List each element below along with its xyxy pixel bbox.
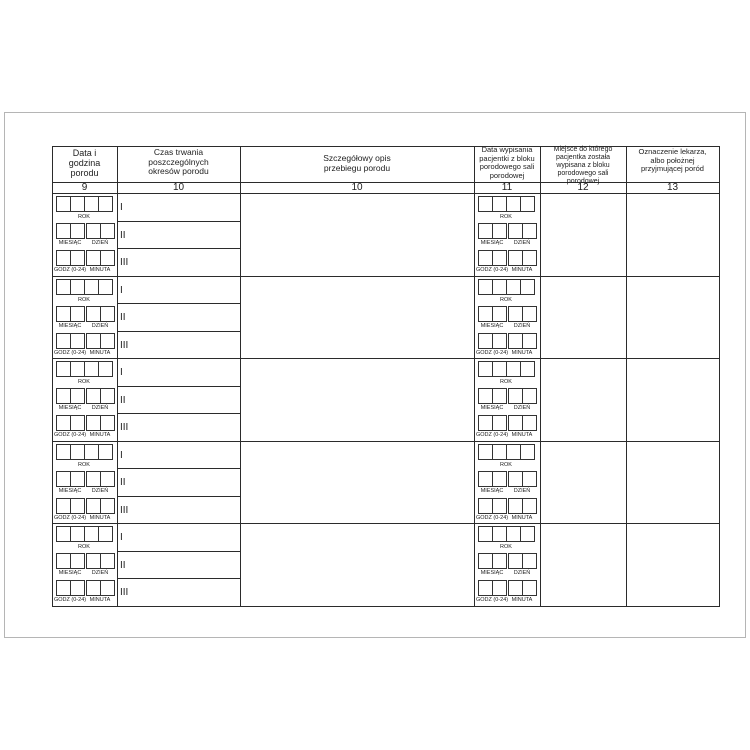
period-duration-cell[interactable] — [131, 469, 238, 495]
period-label-i: I — [120, 532, 123, 543]
year-label: ROK — [78, 462, 90, 468]
hour-digit-box[interactable] — [492, 333, 507, 349]
header-c11 — [474, 146, 540, 182]
year-label: ROK — [500, 544, 512, 550]
minute-label: MINUTA — [511, 267, 533, 273]
year-digit-box[interactable] — [492, 444, 507, 460]
header-number-c10a: 10 — [172, 182, 185, 193]
year-digit-box[interactable] — [478, 526, 493, 542]
attendant-signature-cell[interactable] — [627, 359, 718, 440]
period-duration-cell[interactable] — [131, 524, 238, 550]
description-cell[interactable] — [241, 359, 473, 440]
hour-label: GODZ (0-24) — [476, 597, 509, 603]
month-digit-box[interactable] — [492, 306, 507, 322]
minute-digit-box[interactable] — [86, 333, 101, 349]
period-label-ii: II — [120, 395, 126, 406]
day-digit-box[interactable] — [508, 223, 523, 239]
year-label: ROK — [78, 297, 90, 303]
header-c12 — [540, 146, 626, 185]
description-cell[interactable] — [241, 442, 473, 523]
day-label: DZIEŃ — [91, 323, 109, 329]
year-label: ROK — [500, 379, 512, 385]
hour-digit-box[interactable] — [56, 333, 71, 349]
discharge-place-cell[interactable] — [541, 194, 625, 275]
month-label: MIESIĄC — [58, 240, 82, 246]
period-duration-cell[interactable] — [131, 579, 238, 605]
year-digit-box[interactable] — [506, 279, 521, 295]
column-line-0 — [52, 146, 53, 606]
day-label: DZIEŃ — [513, 405, 531, 411]
period-label-i: I — [120, 285, 123, 296]
year-digit-box[interactable] — [478, 444, 493, 460]
hour-digit-box[interactable] — [478, 580, 493, 596]
hour-label: GODZ (0-24) — [54, 267, 87, 273]
period-duration-cell[interactable] — [131, 414, 238, 440]
header-number-c9: 9 — [81, 182, 88, 193]
day-digit-box[interactable] — [86, 223, 101, 239]
minute-label: MINUTA — [89, 350, 111, 356]
day-digit-box[interactable] — [508, 471, 523, 487]
day-label: DZIEŃ — [91, 488, 109, 494]
header-number-c11: 11 — [501, 182, 513, 193]
hour-digit-box[interactable] — [70, 498, 85, 514]
month-digit-box[interactable] — [478, 388, 493, 404]
month-label: MIESIĄC — [58, 488, 82, 494]
year-digit-box[interactable] — [492, 361, 507, 377]
period-label-i: I — [120, 202, 123, 213]
year-digit-box[interactable] — [70, 361, 85, 377]
minute-digit-box[interactable] — [86, 498, 101, 514]
day-digit-box[interactable] — [100, 471, 115, 487]
minute-digit-box[interactable] — [100, 415, 115, 431]
hour-label: GODZ (0-24) — [476, 267, 509, 273]
year-digit-box[interactable] — [478, 196, 493, 212]
day-label: DZIEŃ — [91, 240, 109, 246]
attendant-signature-cell[interactable] — [627, 524, 718, 605]
period-duration-cell[interactable] — [131, 222, 238, 248]
period-label-ii: II — [120, 230, 126, 241]
month-digit-box[interactable] — [56, 471, 71, 487]
attendant-signature-cell[interactable] — [627, 442, 718, 523]
day-digit-box[interactable] — [86, 388, 101, 404]
header-c10b — [240, 146, 474, 182]
minute-digit-box[interactable] — [86, 415, 101, 431]
hour-digit-box[interactable] — [492, 580, 507, 596]
day-digit-box[interactable] — [522, 471, 537, 487]
year-digit-box[interactable] — [506, 196, 521, 212]
day-digit-box[interactable] — [100, 553, 115, 569]
month-label: MIESIĄC — [480, 570, 504, 576]
day-digit-box[interactable] — [86, 471, 101, 487]
hour-label: GODZ (0-24) — [476, 350, 509, 356]
minute-label: MINUTA — [511, 515, 533, 521]
year-digit-box[interactable] — [520, 444, 535, 460]
minute-digit-box[interactable] — [522, 333, 537, 349]
year-digit-box[interactable] — [520, 361, 535, 377]
attendant-signature-cell[interactable] — [627, 277, 718, 358]
day-digit-box[interactable] — [508, 553, 523, 569]
month-digit-box[interactable] — [478, 223, 493, 239]
month-digit-box[interactable] — [70, 388, 85, 404]
hour-digit-box[interactable] — [492, 250, 507, 266]
day-label: DZIEŃ — [91, 570, 109, 576]
description-cell[interactable] — [241, 194, 473, 275]
year-digit-box[interactable] — [84, 279, 99, 295]
year-digit-box[interactable] — [56, 361, 71, 377]
minute-digit-box[interactable] — [100, 580, 115, 596]
period-label-ii: II — [120, 560, 126, 571]
minute-digit-box[interactable] — [522, 580, 537, 596]
day-digit-box[interactable] — [508, 306, 523, 322]
period-duration-cell[interactable] — [131, 304, 238, 330]
month-digit-box[interactable] — [70, 471, 85, 487]
minute-digit-box[interactable] — [522, 415, 537, 431]
hour-digit-box[interactable] — [56, 250, 71, 266]
year-digit-box[interactable] — [506, 361, 521, 377]
year-digit-box[interactable] — [520, 196, 535, 212]
year-label: ROK — [78, 379, 90, 385]
year-digit-box[interactable] — [506, 444, 521, 460]
minute-label: MINUTA — [89, 267, 111, 273]
year-digit-box[interactable] — [84, 361, 99, 377]
header-number-c13: 13 — [666, 182, 679, 193]
year-digit-box[interactable] — [98, 361, 113, 377]
year-digit-box[interactable] — [70, 526, 85, 542]
hour-label: GODZ (0-24) — [54, 350, 87, 356]
month-digit-box[interactable] — [492, 471, 507, 487]
day-digit-box[interactable] — [100, 223, 115, 239]
day-label: DZIEŃ — [91, 405, 109, 411]
minute-label: MINUTA — [89, 515, 111, 521]
day-label: DZIEŃ — [513, 240, 531, 246]
hour-digit-box[interactable] — [70, 415, 85, 431]
period-label-iii: III — [120, 422, 129, 433]
header-number-c12: 12 — [577, 182, 589, 193]
year-digit-box[interactable] — [70, 444, 85, 460]
column-line-6 — [719, 146, 720, 606]
day-digit-box[interactable] — [522, 553, 537, 569]
minute-digit-box[interactable] — [86, 580, 101, 596]
attendant-signature-cell[interactable] — [627, 194, 718, 275]
header-c10a — [117, 146, 240, 182]
header-text-c12: Miejsce do którego pacjentka została wypisana z bloku porodowego sali porodowej — [553, 146, 613, 185]
day-digit-box[interactable] — [522, 306, 537, 322]
period-duration-cell[interactable] — [131, 387, 238, 413]
hour-label: GODZ (0-24) — [476, 432, 509, 438]
discharge-place-cell[interactable] — [541, 442, 625, 523]
year-digit-box[interactable] — [492, 279, 507, 295]
hour-digit-box[interactable] — [492, 415, 507, 431]
day-digit-box[interactable] — [86, 553, 101, 569]
minute-digit-box[interactable] — [100, 250, 115, 266]
period-duration-cell[interactable] — [131, 497, 238, 523]
period-label-ii: II — [120, 477, 126, 488]
hour-digit-box[interactable] — [478, 415, 493, 431]
year-digit-box[interactable] — [520, 526, 535, 542]
year-label: ROK — [78, 544, 90, 550]
minute-label: MINUTA — [511, 597, 533, 603]
minute-digit-box[interactable] — [508, 333, 523, 349]
hour-digit-box[interactable] — [478, 250, 493, 266]
discharge-place-cell[interactable] — [541, 524, 625, 605]
year-digit-box[interactable] — [56, 279, 71, 295]
minute-digit-box[interactable] — [86, 250, 101, 266]
day-digit-box[interactable] — [86, 306, 101, 322]
month-label: MIESIĄC — [58, 323, 82, 329]
header-number-c10b: 10 — [351, 182, 363, 193]
minute-digit-box[interactable] — [508, 498, 523, 514]
header-text-c11: Data wypisania pacjentki z bloku porodowego sali porodowej — [479, 145, 535, 180]
month-label: MIESIĄC — [480, 488, 504, 494]
month-label: MIESIĄC — [480, 405, 504, 411]
column-line-1 — [117, 146, 118, 606]
minute-digit-box[interactable] — [100, 498, 115, 514]
header-text-c10b: Szczegółowy opis przebiegu porodu — [323, 153, 391, 173]
month-label: MIESIĄC — [58, 570, 82, 576]
discharge-place-cell[interactable] — [541, 359, 625, 440]
day-digit-box[interactable] — [100, 388, 115, 404]
year-digit-box[interactable] — [520, 279, 535, 295]
hour-digit-box[interactable] — [70, 333, 85, 349]
period-label-ii: II — [120, 312, 126, 323]
year-digit-box[interactable] — [98, 279, 113, 295]
header-text-c13: Oznaczenie lekarza, albo położnej przyjmującej poród — [638, 147, 707, 173]
period-duration-cell[interactable] — [131, 552, 238, 578]
table-bottom-border — [52, 606, 720, 607]
minute-digit-box[interactable] — [522, 250, 537, 266]
month-digit-box[interactable] — [56, 223, 71, 239]
minute-digit-box[interactable] — [100, 333, 115, 349]
minute-digit-box[interactable] — [522, 498, 537, 514]
minute-label: MINUTA — [89, 597, 111, 603]
year-label: ROK — [500, 297, 512, 303]
header-c13 — [626, 146, 719, 182]
discharge-place-cell[interactable] — [541, 277, 625, 358]
year-digit-box[interactable] — [56, 526, 71, 542]
month-digit-box[interactable] — [70, 553, 85, 569]
year-label: ROK — [500, 462, 512, 468]
period-label-i: I — [120, 450, 123, 461]
year-digit-box[interactable] — [492, 526, 507, 542]
month-digit-box[interactable] — [478, 471, 493, 487]
period-duration-cell[interactable] — [131, 359, 238, 385]
header-text-c9: Data i godzina porodu — [68, 148, 101, 178]
period-label-i: I — [120, 367, 123, 378]
hour-digit-box[interactable] — [56, 498, 71, 514]
year-digit-box[interactable] — [56, 196, 71, 212]
hour-label: GODZ (0-24) — [54, 432, 87, 438]
day-label: DZIEŃ — [513, 570, 531, 576]
year-digit-box[interactable] — [56, 444, 71, 460]
hour-digit-box[interactable] — [70, 250, 85, 266]
year-digit-box[interactable] — [492, 196, 507, 212]
day-digit-box[interactable] — [100, 306, 115, 322]
period-duration-cell[interactable] — [131, 249, 238, 275]
period-label-iii: III — [120, 257, 129, 268]
description-cell[interactable] — [241, 277, 473, 358]
day-label: DZIEŃ — [513, 323, 531, 329]
hour-label: GODZ (0-24) — [54, 597, 87, 603]
year-digit-box[interactable] — [98, 196, 113, 212]
month-digit-box[interactable] — [56, 306, 71, 322]
minute-label: MINUTA — [511, 350, 533, 356]
year-digit-box[interactable] — [478, 361, 493, 377]
year-digit-box[interactable] — [84, 196, 99, 212]
period-duration-cell[interactable] — [131, 194, 238, 220]
period-label-iii: III — [120, 505, 129, 516]
month-label: MIESIĄC — [480, 323, 504, 329]
period-duration-cell[interactable] — [131, 442, 238, 468]
month-digit-box[interactable] — [70, 306, 85, 322]
month-digit-box[interactable] — [70, 223, 85, 239]
column-line-3 — [474, 146, 475, 606]
month-digit-box[interactable] — [478, 306, 493, 322]
year-label: ROK — [500, 214, 512, 220]
year-digit-box[interactable] — [98, 526, 113, 542]
hour-digit-box[interactable] — [478, 333, 493, 349]
hour-digit-box[interactable] — [492, 498, 507, 514]
year-digit-box[interactable] — [478, 279, 493, 295]
year-digit-box[interactable] — [506, 526, 521, 542]
month-label: MIESIĄC — [480, 240, 504, 246]
minute-digit-box[interactable] — [508, 415, 523, 431]
hour-label: GODZ (0-24) — [54, 515, 87, 521]
month-digit-box[interactable] — [56, 553, 71, 569]
minute-label: MINUTA — [511, 432, 533, 438]
year-digit-box[interactable] — [84, 444, 99, 460]
year-digit-box[interactable] — [98, 444, 113, 460]
day-digit-box[interactable] — [508, 388, 523, 404]
year-digit-box[interactable] — [70, 279, 85, 295]
header-c9 — [52, 146, 117, 182]
hour-digit-box[interactable] — [56, 580, 71, 596]
hour-label: GODZ (0-24) — [476, 515, 509, 521]
delivery-record-table — [52, 146, 719, 606]
month-digit-box[interactable] — [492, 388, 507, 404]
period-label-iii: III — [120, 340, 129, 351]
month-digit-box[interactable] — [492, 223, 507, 239]
hour-digit-box[interactable] — [70, 580, 85, 596]
minute-digit-box[interactable] — [508, 580, 523, 596]
header-text-c10a: Czas trwania poszczególnych okresów porodu — [148, 147, 209, 176]
year-digit-box[interactable] — [84, 526, 99, 542]
minute-digit-box[interactable] — [508, 250, 523, 266]
year-digit-box[interactable] — [70, 196, 85, 212]
hour-digit-box[interactable] — [56, 415, 71, 431]
year-label: ROK — [78, 214, 90, 220]
day-label: DZIEŃ — [513, 488, 531, 494]
day-digit-box[interactable] — [522, 388, 537, 404]
period-duration-cell[interactable] — [131, 277, 238, 303]
hour-digit-box[interactable] — [478, 498, 493, 514]
period-label-iii: III — [120, 587, 129, 598]
month-digit-box[interactable] — [56, 388, 71, 404]
period-duration-cell[interactable] — [131, 332, 238, 358]
day-digit-box[interactable] — [522, 223, 537, 239]
month-label: MIESIĄC — [58, 405, 82, 411]
minute-label: MINUTA — [89, 432, 111, 438]
description-cell[interactable] — [241, 524, 473, 605]
month-digit-box[interactable] — [478, 553, 493, 569]
month-digit-box[interactable] — [492, 553, 507, 569]
